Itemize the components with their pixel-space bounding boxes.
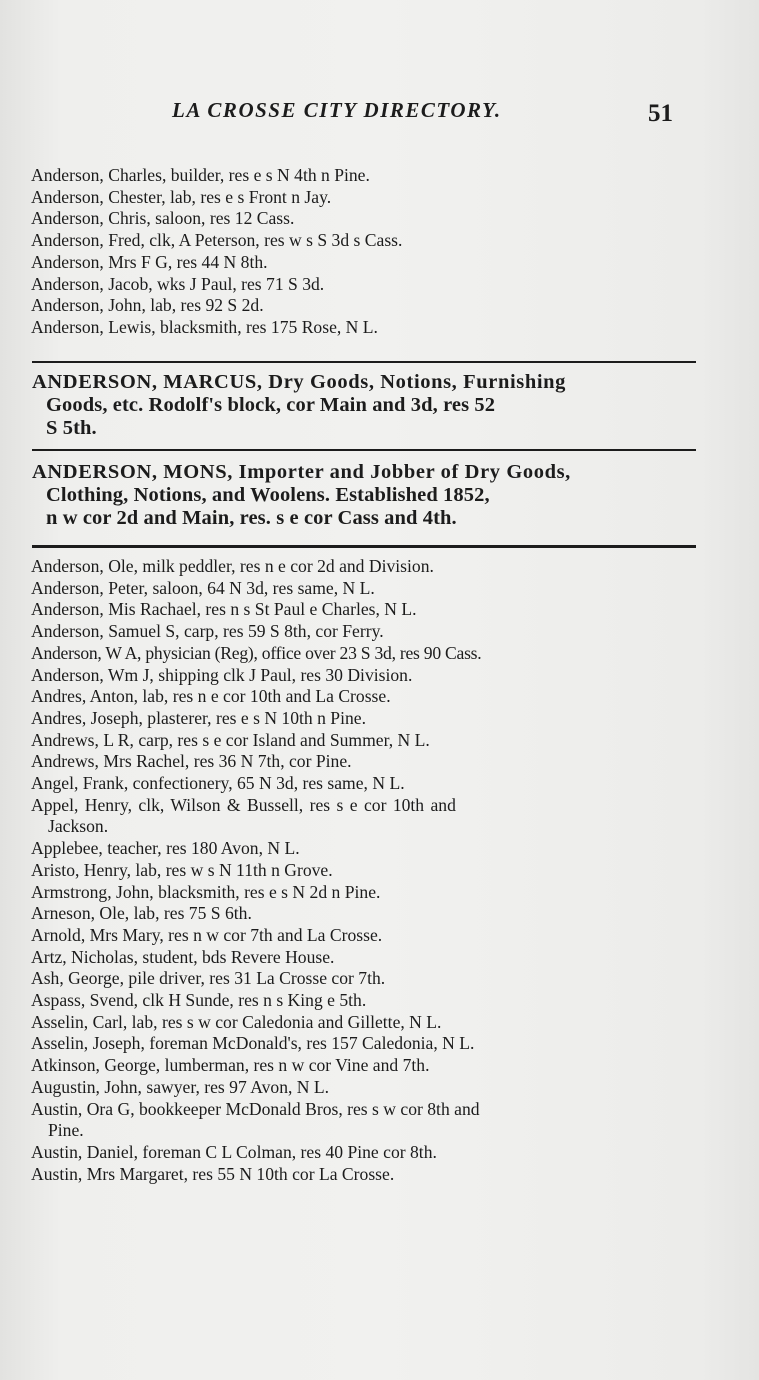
list-item: Andres, Anton, lab, res n e cor 10th and La Crosse.	[31, 686, 391, 707]
list-item: Augustin, John, sawyer, res 97 Avon, N L.	[31, 1076, 330, 1097]
advertisement-marcus	[32, 371, 698, 440]
list-item: Andrews, Mrs Rachel, res 36 N 7th, cor Pine.	[31, 751, 352, 772]
list-item: Austin, Ora G, bookkeeper McDonald Bros, res s w cor 8th and Pine.	[31, 1098, 480, 1141]
list-item: Atkinson, George, lumberman, res n w cor Vine and 7th.	[31, 1055, 430, 1076]
list-item: Anderson, Lewis, blacksmith, res 175 Rose, N L.	[31, 316, 378, 337]
list-item: Anderson, Ole, milk peddler, res n e cor 2d and Division.	[31, 556, 434, 576]
entries-bottom	[31, 556, 711, 1185]
list-item: Armstrong, John, blacksmith, res e s N 2d n Pine.	[31, 881, 381, 902]
list-item: Andres, Joseph, plasterer, res e s N 10th n Pine.	[31, 707, 366, 728]
list-item: Austin, Mrs Margaret, res 55 N 10th cor La Crosse.	[31, 1163, 395, 1184]
running-head: LA CROSSE CITY DIRECTORY.	[172, 98, 502, 122]
ad-line: ANDERSON, MARCUS, Dry Goods, Notions, Furnishing	[32, 371, 566, 393]
list-item: Asselin, Carl, lab, res s w cor Caledonia and Gillette, N L.	[31, 1011, 442, 1032]
list-item: Asselin, Joseph, foreman McDonald's, res 157 Caledonia, N L.	[31, 1033, 475, 1054]
list-item: Aspass, Svend, clk H Sunde, res n s King e 5th.	[31, 990, 367, 1011]
list-item: Anderson, Peter, saloon, 64 N 3d, res same, N L.	[31, 577, 375, 598]
list-item: Arneson, Ole, lab, res 75 S 6th.	[31, 903, 252, 924]
list-item: Anderson, Mis Rachael, res n s St Paul e Charles, N L.	[31, 599, 417, 620]
entries-top	[31, 165, 711, 339]
list-item: Anderson, John, lab, res 92 S 2d.	[31, 295, 264, 316]
page-header	[0, 98, 759, 138]
divider-rule	[32, 449, 696, 451]
list-item: Aristo, Henry, lab, res w s N 11th n Grove.	[31, 859, 333, 880]
list-item: Anderson, Samuel S, carp, res 59 S 8th, cor Ferry.	[31, 621, 384, 642]
list-item: Ash, George, pile driver, res 31 La Crosse cor 7th.	[31, 968, 386, 989]
list-item: Anderson, Charles, builder, res e s N 4th n Pine.	[31, 165, 370, 185]
divider-rule	[32, 361, 696, 363]
list-item: Applebee, teacher, res 180 Avon, N L.	[31, 838, 300, 859]
ad-line: S 5th.	[46, 417, 97, 439]
list-item: Anderson, Chris, saloon, res 12 Cass.	[31, 208, 295, 229]
list-item: Anderson, Jacob, wks J Paul, res 71 S 3d.	[31, 273, 325, 294]
page-number: 51	[648, 100, 673, 127]
list-item: Austin, Daniel, foreman C L Colman, res 40 Pine cor 8th.	[31, 1141, 437, 1162]
list-item: Anderson, Fred, clk, A Peterson, res w s S 3d s Cass.	[31, 230, 403, 251]
ad-line: ANDERSON, MONS, Importer and Jobber of Dry Goods,	[32, 461, 571, 483]
ad-line: Goods, etc. Rodolf's block, cor Main and 3d, res 52	[46, 394, 496, 416]
divider-rule	[32, 545, 696, 548]
list-item: Appel, Henry, clk, Wilson & Bussell, res s e cor 10th and Jackson.	[31, 794, 456, 837]
list-item: Anderson, Wm J, shipping clk J Paul, res 30 Division.	[31, 664, 413, 685]
list-item: Anderson, W A, physician (Reg), office over 23 S 3d, res 90 Cass.	[31, 642, 482, 663]
advertisement-mons	[32, 461, 698, 530]
ad-line: n w cor 2d and Main, res. s e cor Cass and 4th.	[46, 507, 457, 529]
list-item: Anderson, Chester, lab, res e s Front n Jay.	[31, 186, 332, 207]
list-item: Angel, Frank, confectionery, 65 N 3d, res same, N L.	[31, 773, 405, 794]
list-item: Artz, Nicholas, student, bds Revere House.	[31, 946, 335, 967]
list-item: Arnold, Mrs Mary, res n w cor 7th and La Crosse.	[31, 924, 383, 945]
list-item: Andrews, L R, carp, res s e cor Island and Summer, N L.	[31, 729, 430, 750]
list-item: Anderson, Mrs F G, res 44 N 8th.	[31, 251, 268, 272]
ad-line: Clothing, Notions, and Woolens. Established 1852,	[46, 484, 490, 506]
